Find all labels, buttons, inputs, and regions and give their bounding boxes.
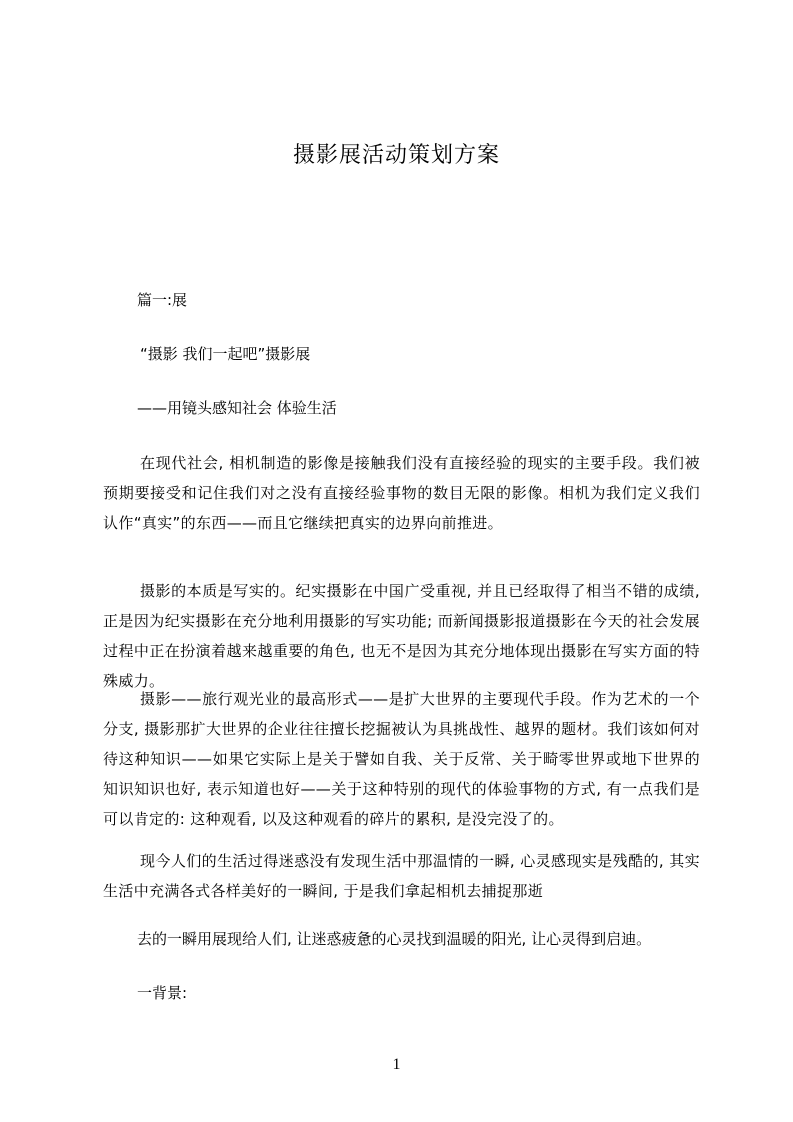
paragraph-intro: 在现代社会, 相机制造的影像是接触我们没有直接经验的现实的主要手段。我们被预期要接受和记住我们对之没有直接经验事物的数目无限的影像。相机为我们定义我们认作“真实”的东西——而且它继续把真实的边界向前推进。 — [103, 454, 700, 532]
document-title: 摄影展活动策划方案 — [292, 143, 500, 168]
event-subtitle: ——用镜头感知社会 体验生活 — [137, 399, 337, 417]
paragraph-continuation: 去的一瞬用展现给人们, 让迷惑疲惫的心灵找到温暖的阳光, 让心灵得到启迪。 — [137, 930, 652, 948]
background-heading: 一背景: — [137, 984, 188, 1002]
event-name: “摄影 我们一起吧”摄影展 — [140, 345, 311, 363]
section-heading: 篇一:展 — [137, 291, 188, 309]
page-number: 1 — [392, 1056, 401, 1073]
paragraph-realism: 摄影的本质是写实的。纪实摄影在中国广受重视, 并且已经取得了相当不错的成绩, 正是因为纪实摄影在充分地利用摄影的写实功能; 而新闻摄影报道摄影在今天的社会发展过程中正在扮演着越来越重要的角色, 也无不是因为其充分地体现出摄影在写实方面的特殊威力。 — [103, 582, 700, 690]
paragraph-expansion: 摄影——旅行观光业的最高形式——是扩大世界的主要现代手段。作为艺术的一个分支, 摄影那扩大世界的企业往往擅长挖掘被认为具挑战性、越界的题材。我们该如何对待这种知识——如果它实际上是关于譬如自我、关于反常、关于畸零世界或地下世界的知识知识也好, 表示知道也好——关于这种特别的现代的体验事物的方式, 有一点我们是可以肯定的: 这种观看, 以及这种观看的碎片的累积, 是没完没了的。 — [103, 690, 700, 828]
paragraph-modern-life: 现今人们的生活过得迷惑没有发现生活中那温情的一瞬, 心灵感现实是残酷的, 其实生活中充满各式各样美好的一瞬间, 于是我们拿起相机去捕捉那逝 — [103, 852, 700, 900]
